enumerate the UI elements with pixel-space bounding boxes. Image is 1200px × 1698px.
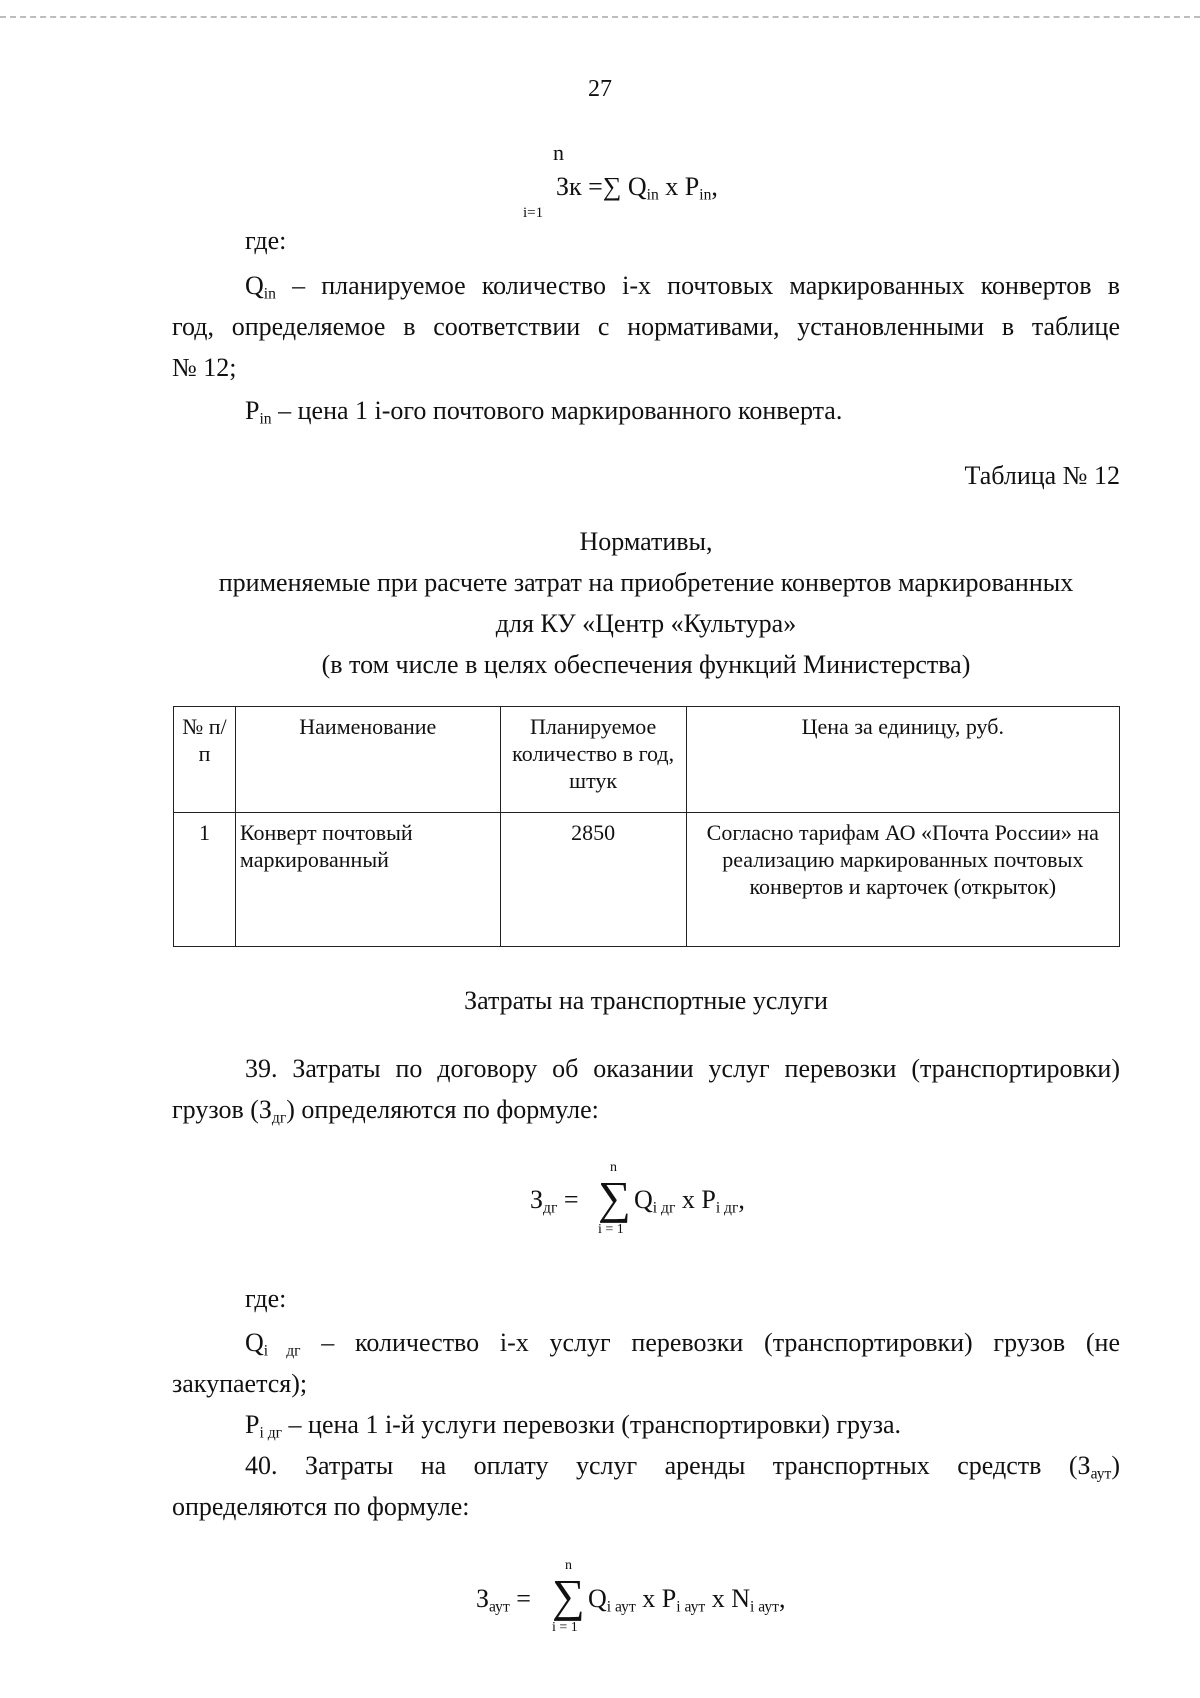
row-name: Конверт почтовый маркированный [235, 813, 500, 947]
formula3-sigma-icon: ∑ [552, 1570, 585, 1621]
def-q1-line2: год, определяемое в соответствии с нормативами, установленными в таблице [172, 312, 1120, 341]
formula2-upper-limit: n [610, 1160, 617, 1175]
formula2-p-sub: i дг [715, 1199, 739, 1217]
table-label: Таблица № 12 [964, 461, 1120, 490]
formula3-eq: = [509, 1584, 531, 1613]
formula3-x2: x N [705, 1584, 750, 1613]
p39-line1: 39. Затраты по договору об оказании услуг перевозки (транспортировки) [245, 1054, 1120, 1083]
def-p2 [245, 1404, 1120, 1445]
formula3-rhs [588, 1584, 785, 1614]
def-p1 [245, 390, 1120, 431]
formula1 [556, 172, 718, 202]
page-number: 27 [588, 76, 612, 102]
p40-line1-a: 40. Затраты на оплату услуг аренды транспортных средств (З [245, 1451, 1091, 1480]
formula3-tail: , [778, 1584, 786, 1613]
table-title-line1: Нормативы, [579, 527, 713, 556]
p39-line2 [172, 1089, 1120, 1130]
formula3-upper-limit: n [565, 1558, 572, 1573]
p39-line2-b: ) определяются по формуле: [286, 1095, 599, 1124]
table-header-row [174, 707, 1120, 813]
formula1-lower-limit: i=1 [523, 205, 544, 221]
table-row [174, 813, 1120, 947]
formula3 [476, 1584, 531, 1614]
table-title-line3: для КУ «Центр «Культура» [495, 609, 797, 638]
def-p2-sub: i дг [259, 1424, 283, 1442]
formula3-lower-limit: i = 1 [552, 1620, 578, 1635]
formula1-middle: x P [658, 172, 700, 201]
def-p2-symbol: P [245, 1410, 260, 1439]
formula2-q: Q [634, 1185, 653, 1214]
p40-line2: определяются по формуле: [172, 1492, 470, 1521]
def-p1-sub: in [259, 410, 272, 428]
formula3-x1: x P [635, 1584, 677, 1613]
def-q2-line2: закупается); [172, 1369, 308, 1398]
header-qty: Планируемое количество в год, штук [500, 707, 686, 813]
table-title-line4: (в том числе в целях обеспечения функций Министерства) [321, 650, 971, 679]
def-q1-line1 [245, 265, 1120, 306]
formula1-q-sub: in [646, 186, 659, 204]
table-title-line2: применяемые при расчете затрат на приобретение конвертов маркированных [218, 568, 1074, 597]
def-q2-symbol: Q [245, 1328, 264, 1357]
formula2-sigma-icon: ∑ [598, 1172, 631, 1223]
formula2 [530, 1185, 579, 1215]
formula3-p-sub: i аут [676, 1598, 706, 1616]
p39-line2-sub: дг [271, 1109, 287, 1127]
def-q1-text1: – планируемое количество i-х почтовых маркированных конвертов в [275, 271, 1120, 300]
formula3-q-sub: i аут [606, 1598, 636, 1616]
where-label-2: где: [245, 1284, 287, 1313]
formula3-lhs: З [476, 1584, 490, 1613]
p40-line1-sub: аут [1090, 1465, 1112, 1483]
header-num: № п/п [174, 707, 236, 813]
formula2-lower-limit: i = 1 [598, 1222, 624, 1237]
formula2-tail: , [738, 1185, 745, 1214]
formula1-p-sub: in [699, 186, 712, 204]
p40-line1 [245, 1445, 1120, 1486]
formula1-upper-limit: n [553, 140, 564, 165]
formula3-lhs-sub: аут [489, 1598, 510, 1616]
formula1-expression: Зк =∑ Q [556, 172, 647, 201]
def-q1-line3: № 12; [172, 353, 237, 382]
def-q2-sub: i дг [263, 1342, 301, 1360]
formula1-tail: , [711, 172, 718, 201]
header-price: Цена за единицу, руб. [686, 707, 1119, 813]
def-q2-text1: – количество i-х услуг перевозки (транспортировки) грузов (не [300, 1328, 1120, 1357]
formula2-q-sub: i дг [652, 1199, 676, 1217]
norms-table [173, 706, 1120, 947]
formula3-q: Q [588, 1584, 607, 1613]
header-name: Наименование [235, 707, 500, 813]
row-num: 1 [174, 813, 236, 947]
def-p2-text: – цена 1 i-й услуги перевозки (транспортировки) груза. [282, 1410, 902, 1439]
formula2-lhs-sub: дг [543, 1199, 558, 1217]
row-price: Согласно тарифам АО «Почта России» на реализацию маркированных почтовых конвертов и карточек (открыток) [686, 813, 1119, 947]
formula3-n-sub: i аут [750, 1598, 779, 1616]
where-label-1: где: [245, 226, 287, 255]
def-q1-symbol: Q [245, 271, 264, 300]
formula2-lhs: З [530, 1185, 544, 1214]
row-qty: 2850 [500, 813, 686, 947]
p39-line2-a: грузов (З [172, 1095, 272, 1124]
formula2-x: x P [675, 1185, 716, 1214]
def-q1-sub: in [263, 285, 276, 303]
def-p1-symbol: P [245, 396, 260, 425]
formula2-eq: = [557, 1185, 579, 1214]
scan-top-border [0, 16, 1200, 18]
formula2-rhs [634, 1185, 745, 1215]
p40-line1-b: ) [1111, 1451, 1120, 1480]
section-heading: Затраты на транспортные услуги [464, 986, 828, 1015]
def-q2-line1 [245, 1322, 1120, 1363]
def-p1-text: – цена 1 i-ого почтового маркированного конверта. [271, 396, 843, 425]
